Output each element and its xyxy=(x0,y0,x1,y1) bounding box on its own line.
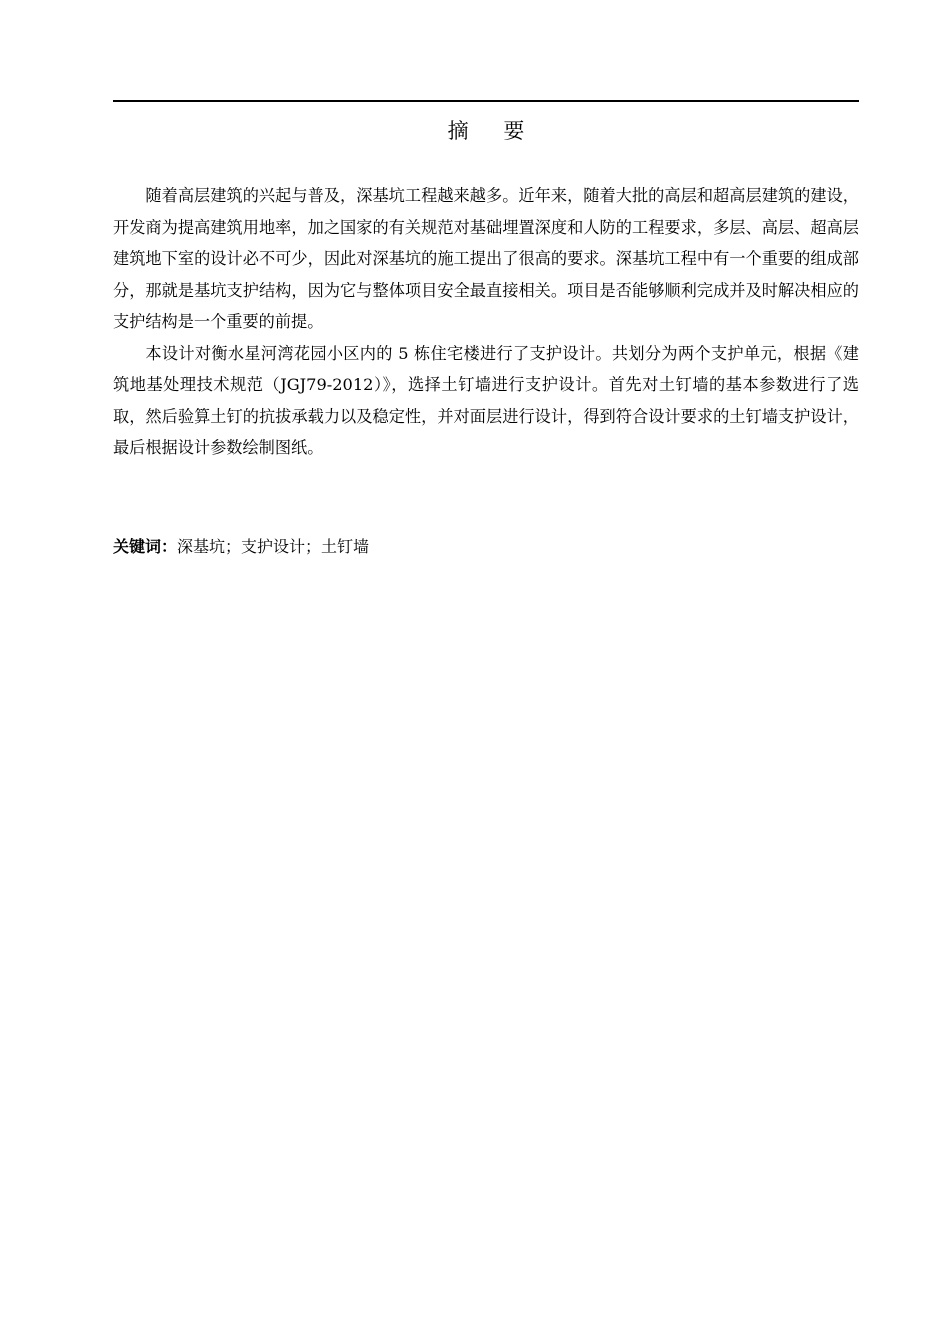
abstract-paragraph-2: 本设计对衡水星河湾花园小区内的 5 栋住宅楼进行了支护设计。共划分为两个支护单元，根据《建筑地基处理技术规范（JGJ79-2012）》，选择土钉墙进行支护设计。首先对土钉墙的基本参数进行了选取，然后验算土钉的抗拔承载力以及稳定性，并对面层进行设计，得到符合设计要求的土钉墙支护设计，最后根据设计参数绘制图纸。 xyxy=(113,343,859,457)
abstract-title: 摘 要 xyxy=(447,119,539,143)
keywords-value: 深基坑；支护设计；土钉墙 xyxy=(177,537,370,556)
abstract-body xyxy=(113,180,859,464)
keywords-line xyxy=(113,532,859,562)
keywords-label: 关键词： xyxy=(113,537,178,556)
header-rule xyxy=(113,100,859,102)
abstract-paragraph-1: 随着高层建筑的兴起与普及，深基坑工程越来越多。近年来，随着大批的高层和超高层建筑的建设，开发商为提高建筑用地率，加之国家的有关规范对基础埋置深度和人防的工程要求，多层、高层、超高层建筑地下室的设计必不可少，因此对深基坑的施工提出了很高的要求。深基坑工程中有一个重要的组成部分，那就是基坑支护结构，因为它与整体项目安全最直接相关。项目是否能够顺利完成并及时解决相应的支护结构是一个重要的前提。 xyxy=(113,186,859,331)
